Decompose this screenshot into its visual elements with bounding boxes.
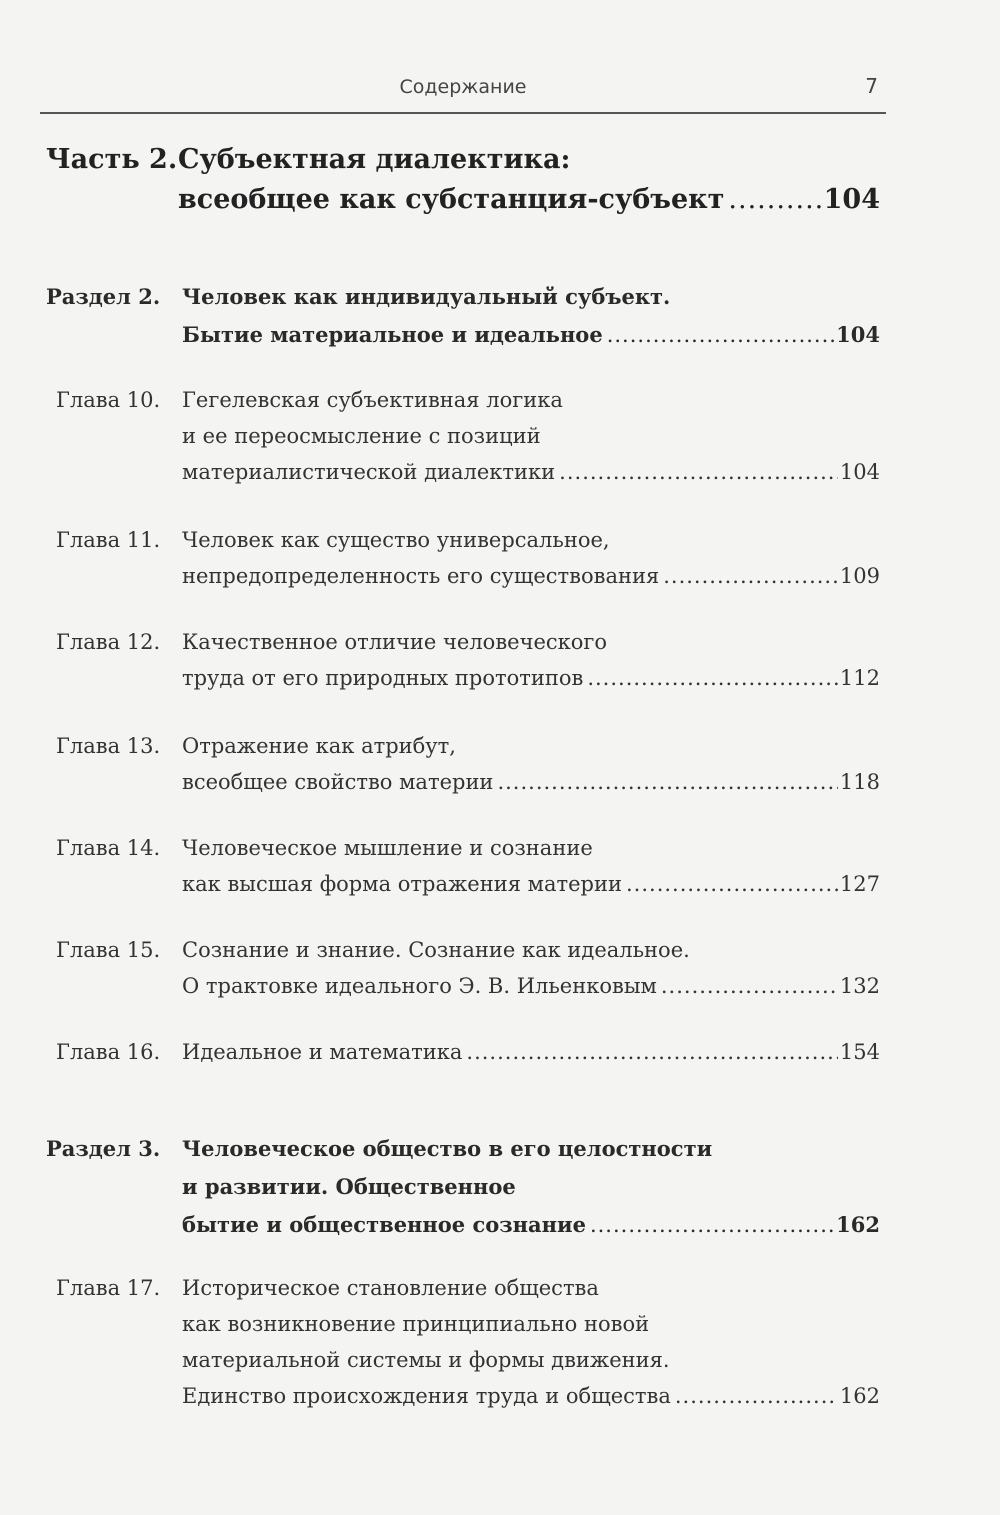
entry-page-number: 118 [839,770,880,794]
entry-page-number: 109 [839,564,880,588]
entry-title-line: бытие и общественное сознание [182,1212,586,1237]
dot-leader [590,1206,834,1244]
entry-label: Часть 2. [46,144,178,175]
entry-title-line: всеобщее как субстанция-субъект [178,184,725,215]
entry-page-number: 154 [839,1040,880,1064]
header-page-number: 7 [865,74,878,98]
dot-leader [663,558,838,594]
entry-title-line: и развитии. Общественное [182,1174,516,1199]
entry-title-line: Человек как индивидуальный субъект. [182,284,671,309]
entry-label: Глава 16. [56,1040,161,1064]
entry-page-number: 132 [839,974,880,998]
entry-page-number: 104 [836,322,880,347]
entry-title-line: Сознание и знание. Сознание как идеальное. [182,938,690,962]
entry-label: Глава 15. [56,938,161,962]
dot-leader [466,1034,838,1070]
entry-title-line: Субъектная диалектика: [178,144,571,175]
running-header [40,70,886,114]
entry-page-number: 112 [839,666,880,690]
entry-label: Глава 11. [56,528,161,552]
entry-title-line: Человек как существо универсальное, [182,528,610,552]
entry-title-line: всеобщее свойство материи [182,770,494,794]
entry-page-number: 104 [823,184,880,215]
dot-leader [497,764,837,800]
header-title: Содержание [399,76,527,98]
entry-title-line: Единство происхождения труда и общества [182,1384,671,1408]
entry-title-line: и ее переосмысление с позиций [182,424,541,448]
entry-title-line: Качественное отличие человеческого [182,630,608,654]
dot-leader [607,316,834,354]
entry-page-number: 127 [839,872,880,896]
entry-title-line: О трактовке идеального Э. В. Ильенковым [182,974,657,998]
entry-title-line: как возникновение принципиально новой [182,1312,650,1336]
entry-label: Глава 12. [56,630,161,654]
entry-title-line: материалистической диалектики [182,460,556,484]
entry-title-line: как высшая форма отражения материи [182,872,622,896]
dot-leader [728,180,821,220]
entry-label: Глава 17. [56,1276,161,1300]
entry-page-number: 104 [839,460,880,484]
entry-page-number: 162 [839,1384,880,1408]
dot-leader [587,660,838,696]
entry-title-line: Отражение как атрибут, [182,734,456,758]
dot-leader [626,866,838,902]
entry-title-line: Гегелевская субъективная логика [182,388,563,412]
entry-title-line: Бытие материальное и идеальное [182,322,603,347]
dot-leader [559,454,838,490]
entry-title-line: труда от его природных прототипов [182,666,584,690]
entry-title-line: Человеческое мышление и сознание [182,836,593,860]
entry-label: Глава 10. [56,388,161,412]
entry-label: Глава 13. [56,734,161,758]
entry-title-line: Человеческое общество в его целостности [182,1136,713,1161]
dot-leader [675,1378,838,1414]
entry-label: Раздел 3. [46,1136,161,1161]
entry-title-line: Историческое становление общества [182,1276,599,1300]
entry-title-line: непредопределенность его существования [182,564,660,588]
entry-label: Раздел 2. [46,284,161,309]
entry-title-line: Идеальное и математика [182,1040,463,1064]
dot-leader [661,968,838,1004]
entry-label: Глава 14. [56,836,161,860]
entry-title-line: материальной системы и формы движения. [182,1348,670,1372]
entry-page-number: 162 [836,1212,880,1237]
